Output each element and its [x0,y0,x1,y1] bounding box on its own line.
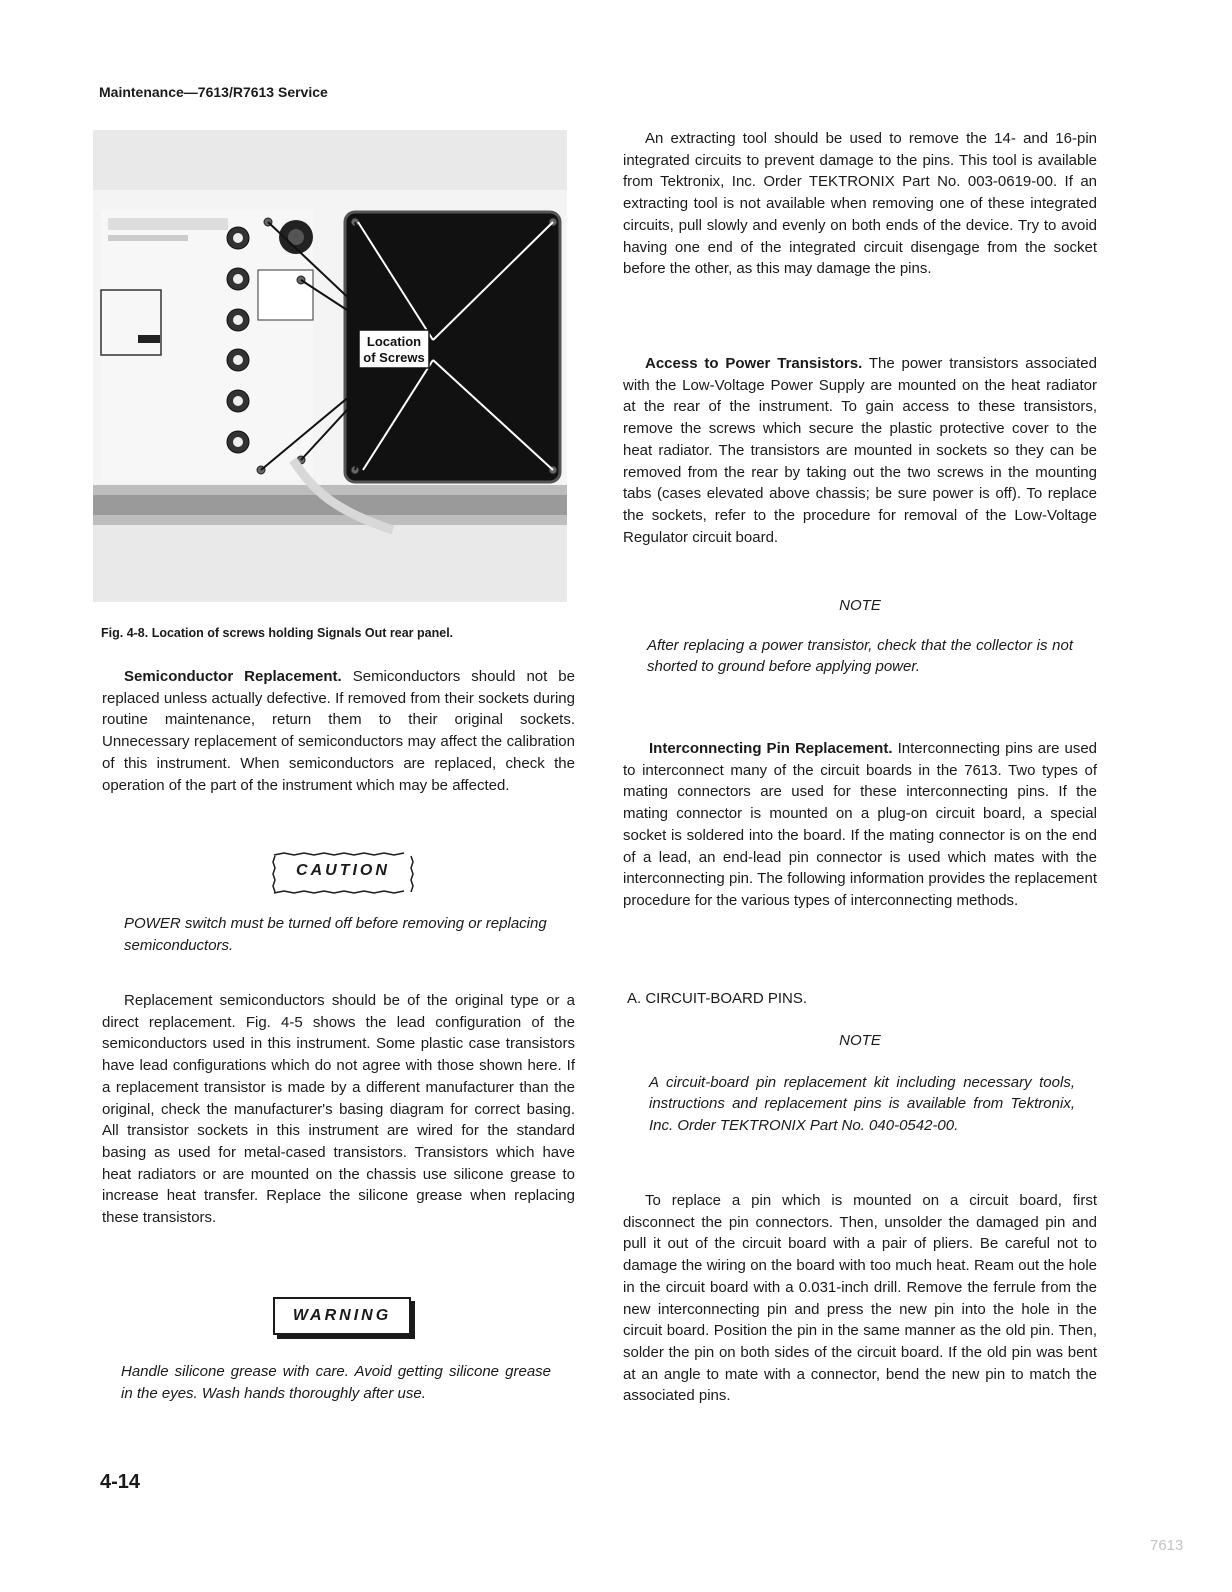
figure-caption: Fig. 4-8. Location of screws holding Signals Out rear panel. [101,626,454,640]
caution-box [272,852,414,896]
semiconductor-text: Semiconductors should not be replaced unless actually defective. If removed from their sockets during routine maintenance, return them to their original sockets. Unnecessary replacement of semiconductors may affect the calibration of this instrument. When semiconductors are replaced, check the operation of the part of the instrument which may be affected. [102,668,575,794]
callout-line-1: Location [366,334,422,349]
interconnecting-pin-paragraph [623,738,1097,912]
warning-label: WARNING [292,1307,392,1324]
extracting-tool-paragraph [623,128,1097,280]
warning-box [273,1297,411,1335]
section-a-heading: A. CIRCUIT-BOARD PINS. [627,990,808,1007]
note-text: A circuit-board pin replacement kit including necessary tools, instructions and replacement pins is available from Tektronix, Inc. Order TEKTRONIX Part No. 040-0542-00. [649,1073,1075,1135]
page-header: Maintenance—7613/R7613 Service [99,84,328,100]
note-power-transistor [623,595,1097,678]
power-transistors-text: The power transistors associated with the Low-Voltage Power Supply are mounted on the heat radiator at the rear of the instrument. To gain access to these transistors, remove the screws which secure the plastic protective cover to the heat radiator. The transistors are mounted in sockets so they can be removed from the rear by taking out the two screws in the mounting tabs (cases elevated above chassis; be sure power is off). To replace the sockets, refer to the procedure for removal of the Low-Voltage Regulator circuit board. [623,355,1097,546]
note-pin-kit [623,1030,1097,1137]
replace-pin-text: To replace a pin which is mounted on a circuit board, first disconnect the pin connectors. Then, unsolder the damaged pin and pull it out of the circuit board with a pair of pliers. Be careful not to damage the wiring on the board with too much heat. Ream out the hole in the circuit board with a 0.031-inch drill. Remove the ferrule from the new interconnecting pin and press the new pin into the hole in the circuit board. Position the pin in the same manner as the old pin. Then, solder the pin on both sides of the circuit board. If the old pin was bent at an angle to mate with a connector, bend the new pin to match the associated pins. [623,1192,1097,1405]
replacement-text: Replacement semiconductors should be of the original type or a direct replacement. Fig. 4-5 shows the lead configuration of the semiconductors used in this instrument. Some plastic case transistors have lead configurations which do not agree with those shown here. If a replacement transistor is made by a different manufacturer than the original, check the manufacturer's basing diagram for correct basing. All transistor sockets in this instrument are wired for the standard basing as used for metal-cased transistors. Transistors which have heat radiators or are mounted on the chassis use silicone grease to increase heat transfer. Replace the silicone grease when replacing these transistors. [102,992,575,1227]
watermark: 7613 [1150,1537,1184,1554]
note-title: NOTE [839,1032,881,1049]
interconnecting-pin-heading: Interconnecting Pin Replacement. [649,740,893,757]
callout-line-2: of Screws [363,350,425,365]
semiconductor-replacement-paragraph [102,666,575,796]
power-transistors-heading: Access to Power Transistors. [645,355,863,372]
caution-label: CAUTION [296,862,390,879]
note-title: NOTE [839,597,881,614]
rear-panel-photo [93,130,567,602]
replace-pin-paragraph [623,1190,1097,1407]
page-number: 4-14 [100,1471,141,1493]
extracting-tool-text: An extracting tool should be used to remove the 14- and 16-pin integrated circuits to prevent damage to the pins. This tool is available from Tektronix, Inc. Order TEKTRONIX Part No. 003-0619-00. If an extracting tool is not available when removing one of these integrated circuits, pull slowly and evenly on both ends of the device. Try to avoid having one end of the integrated circuit disengage from the socket before the other, as this may damage the pins. [623,130,1097,278]
warning-text: Handle silicone grease with care. Avoid getting silicone grease in the eyes. Wash hands thoroughly after use. [121,1363,551,1402]
note-text: After replacing a power transistor, check that the collector is not shorted to ground before applying power. [647,636,1073,676]
replacement-paragraph [102,990,575,1229]
interconnecting-pin-text: Interconnecting pins are used to interconnect many of the circuit boards in the 7613. Two types of mating connectors are used for these interconnecting pins. If the mating connector is mounted on a plug-on circuit board, a special socket is soldered into the board. If the mating connector is on the end of a lead, an end-lead pin connector is used which mates with the interconnecting pin. The following information provides the replacement procedure for the various types of interconnecting methods. [623,740,1098,909]
semiconductor-heading: Semiconductor Replacement. [124,668,342,685]
power-transistors-paragraph [623,353,1097,548]
caution-text: POWER switch must be turned off before removing or replacing semiconductors. [124,915,547,954]
